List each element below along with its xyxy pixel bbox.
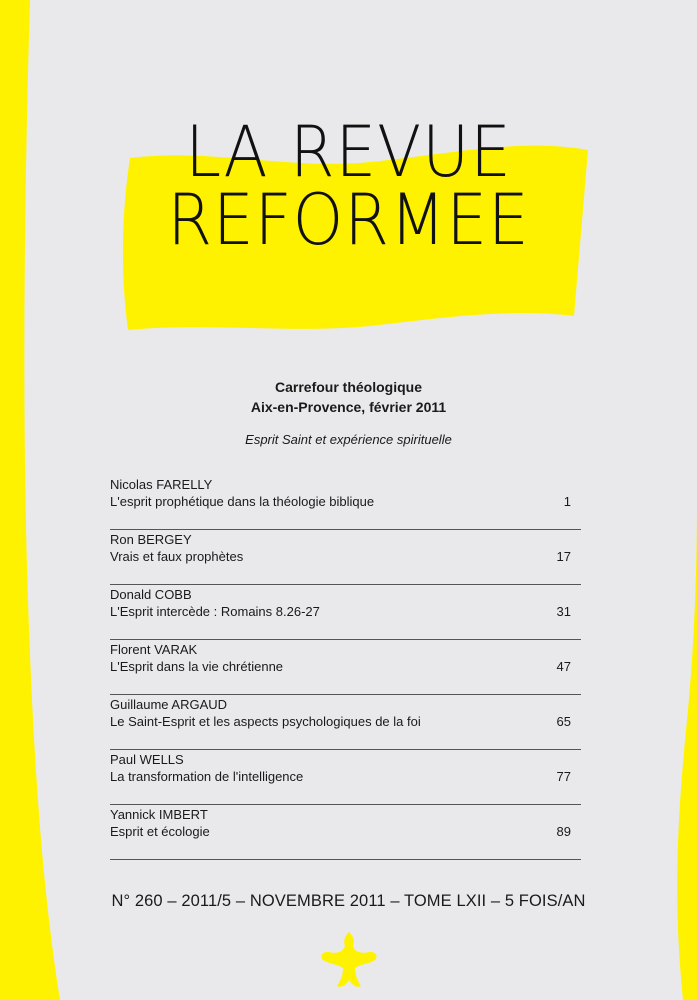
toc-author: Florent VARAK <box>110 642 198 657</box>
toc-author: Yannick IMBERT <box>110 807 208 822</box>
dove-icon <box>317 930 381 992</box>
masthead-title-line1: LA REVUE <box>185 111 512 193</box>
toc-title: L'Esprit dans la vie chrétienne <box>110 659 284 674</box>
toc-title: Le Saint-Esprit et les aspects psychologiques de la foi <box>110 714 421 729</box>
theme-line: Esprit Saint et expérience spirituelle <box>245 432 452 447</box>
toc-entry <box>110 695 581 750</box>
toc-entry <box>110 585 581 640</box>
toc-page-number: 1 <box>563 494 571 509</box>
toc-entry <box>110 640 581 695</box>
toc-title: Vrais et faux prophètes <box>110 549 244 564</box>
subtitle-line1: Carrefour théologique <box>274 379 422 395</box>
toc-page-number: 65 <box>556 714 571 729</box>
toc-title: L'esprit prophétique dans la théologie biblique <box>110 494 375 509</box>
toc-entry <box>110 750 581 805</box>
subtitle-line2: Aix-en-Provence, février 2011 <box>250 399 447 415</box>
issue-info: N° 260 – 2011/5 – NOVEMBRE 2011 – TOME LXII – 5 FOIS/AN <box>111 892 586 910</box>
toc-title: L'Esprit intercède : Romains 8.26-27 <box>110 604 320 619</box>
toc-title: La transformation de l'intelligence <box>110 769 304 784</box>
toc-title: Esprit et écologie <box>110 824 210 839</box>
toc-entry <box>110 475 581 530</box>
toc-page-number: 89 <box>556 824 571 839</box>
toc-page-number: 31 <box>556 604 571 619</box>
toc-page-number: 77 <box>556 769 571 784</box>
table-of-contents <box>110 475 581 860</box>
toc-page-number: 17 <box>556 549 571 564</box>
toc-entry <box>110 805 581 860</box>
toc-page-number: 47 <box>556 659 571 674</box>
toc-author: Guillaume ARGAUD <box>110 697 228 712</box>
toc-author: Ron BERGEY <box>110 532 192 547</box>
toc-entry <box>110 530 581 585</box>
toc-author: Nicolas FARELLY <box>110 477 213 492</box>
masthead-title-line2: REFORMEE <box>167 179 530 261</box>
toc-author: Paul WELLS <box>110 752 184 767</box>
toc-author: Donald COBB <box>110 587 192 602</box>
